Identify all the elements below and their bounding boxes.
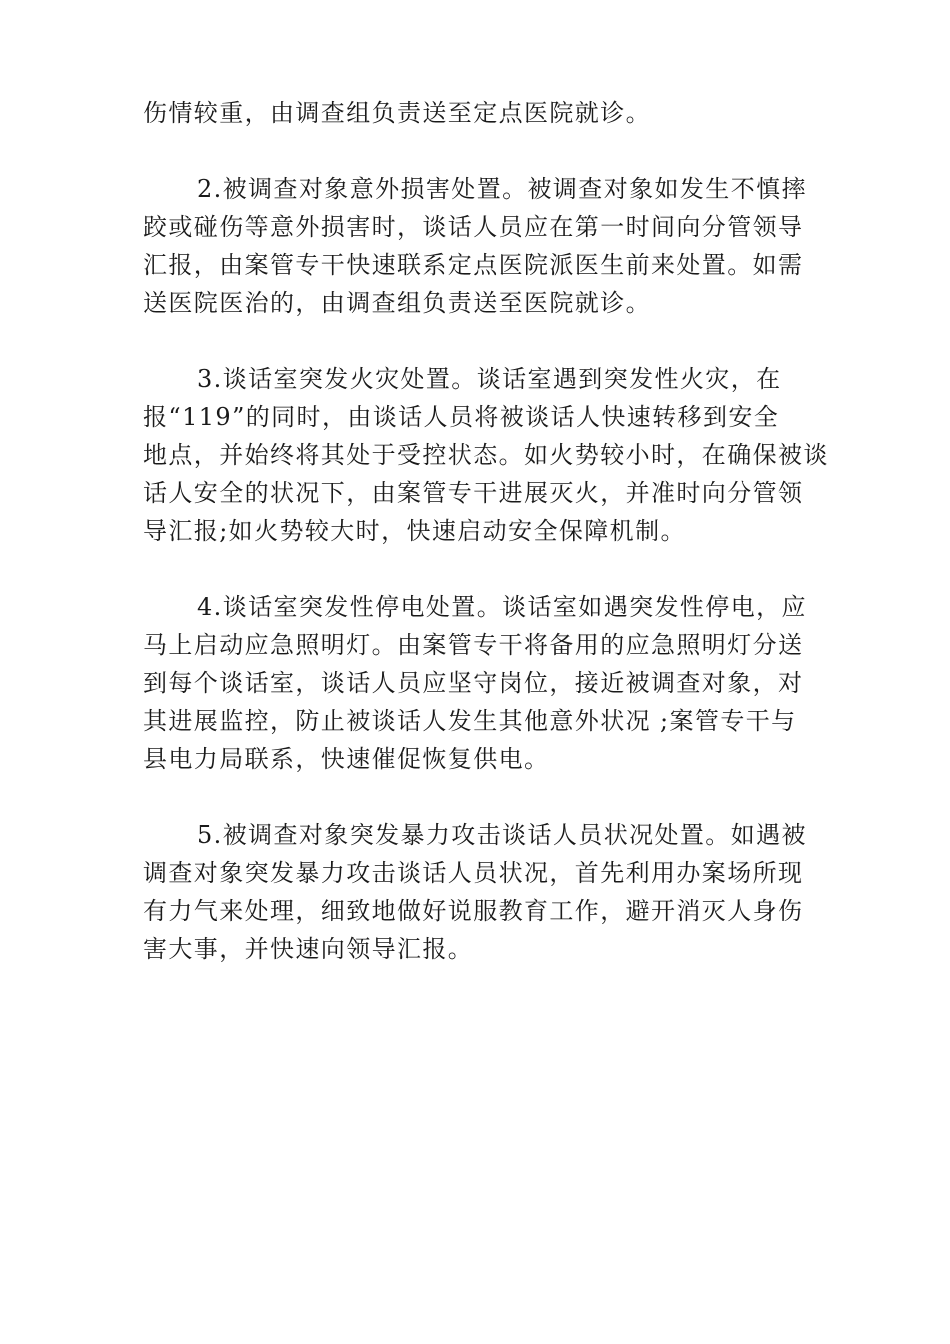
text-line: 导汇报;如火势较大时，快速启动安全保障机制。 [143, 517, 686, 545]
paragraph-fire [143, 360, 829, 550]
text-line: 跤或碰伤等意外损害时，谈话人员应在第一时间向分管领导 [143, 213, 804, 241]
paragraph-accident-injury [143, 170, 823, 322]
text-line: 话人安全的状况下，由案管专干进展灭火，并准时向分管领 [143, 479, 804, 507]
text-line: 3.谈话室突发火灾处置。谈话室遇到突发性火灾，在 [197, 365, 782, 393]
text-line: 马上启动应急照明灯。由案管专干将备用的应急照明灯分送 [143, 631, 804, 659]
text-line: 调查对象突发暴力攻击谈话人员状况，首先利用办案场所现 [143, 859, 804, 887]
text-line: 2.被调查对象意外损害处置。被调查对象如发生不慎摔 [197, 175, 807, 203]
text-line: 县电力局联系，快速催促恢复供电。 [143, 745, 550, 773]
paragraph-gap [143, 550, 823, 588]
text-line: 送医院医治的，由调查组负责送至医院就诊。 [143, 289, 651, 317]
text-line: 到每个谈话室，谈话人员应坚守岗位，接近被调查对象，对 [143, 669, 804, 697]
text-line: 害大事，并快速向领导汇报。 [143, 935, 474, 963]
text-line: 有力气来处理，细致地做好说服教育工作，避开消灭人身伤 [143, 897, 804, 925]
paragraph-gap [143, 778, 823, 816]
paragraph-violent-attack [143, 816, 823, 968]
paragraph-continuation [143, 94, 823, 132]
text-line: 报“119”的同时，由谈话人员将被谈话人快速转移到安全 [143, 403, 780, 431]
paragraph-gap [143, 322, 823, 360]
text-line: 伤情较重，由调查组负责送至定点医院就诊。 [143, 99, 651, 127]
paragraph-power-outage [143, 588, 823, 778]
text-line: 地点，并始终将其处于受控状态。如火势较小时，在确保被谈 [143, 441, 829, 469]
text-line: 5.被调查对象突发暴力攻击谈话人员状况处置。如遇被 [197, 821, 807, 849]
paragraph-gap [143, 132, 823, 170]
text-line: 其进展监控，防止被谈话人发生其他意外状况 ;案管专干与 [143, 707, 797, 735]
text-line: 汇报，由案管专干快速联系定点医院派医生前来处置。如需 [143, 251, 804, 279]
document-body [143, 94, 829, 968]
text-line: 4.谈话室突发性停电处置。谈话室如遇突发性停电，应 [197, 593, 807, 621]
